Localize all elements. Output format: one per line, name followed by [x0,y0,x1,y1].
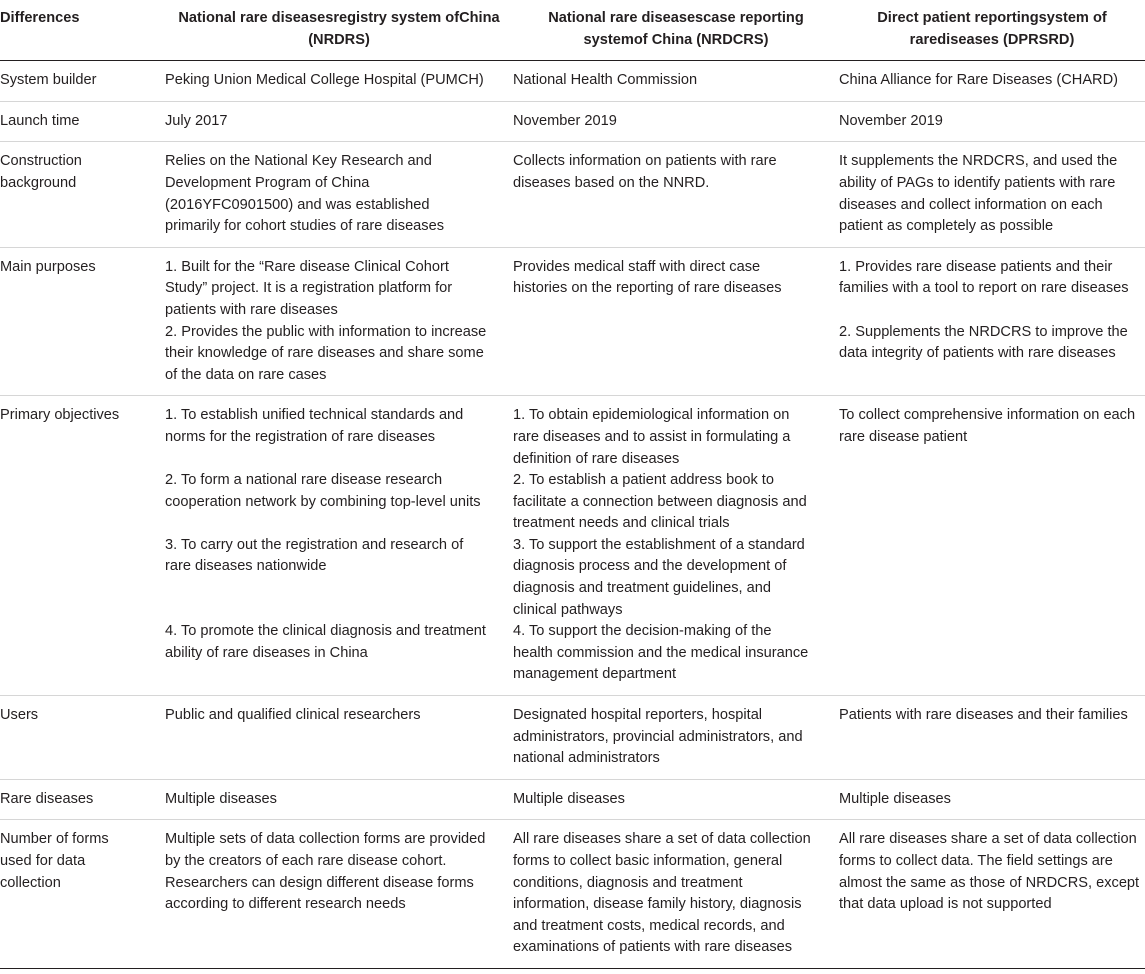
cell-text-line: November 2019 [839,112,943,129]
cell-text-line: forms to collect data. The field settings are [839,853,1113,869]
row-label-line: Users [0,707,39,724]
cell-text-line: that data upload is not supported [839,896,1052,913]
cell-text-line: 1. Built for the “Rare disease Clinical Cohort [165,258,449,275]
header-text-line: diseases (DPRSRD) [937,31,1075,48]
cell-nrdrs [165,142,513,247]
table-row [0,101,1145,142]
cell-text-line: by the creators of each rare disease cohort. [165,853,447,869]
cell-nrdcrs [513,779,839,820]
cell-text-line: clinical pathways [513,601,623,618]
cell-nrdrs [165,101,513,142]
cell-text-line: (2016YFC0901500) and was established [165,196,430,213]
cell-dprsrd [839,61,1145,102]
row-label-line: collection [0,874,61,891]
cell-text-line: ability of rare diseases in China [165,644,368,661]
cell-dprsrd [839,247,1145,396]
cell-nrdcrs [513,61,839,102]
cell-text-line: cooperation network by combining top-level units [165,493,481,510]
cell-text-line: 4. To support the decision-making of the [513,623,772,640]
cell-nrdrs [165,696,513,780]
cell-text-line: norms for the registration of rare diseases [165,428,436,445]
cell-text-line: Multiple diseases [513,790,625,807]
cell-text-line: ability of PAGs to identify patients with rare [839,174,1116,191]
cell-text-line: of the data on rare cases [165,366,327,383]
header-text-line: system of rare [909,10,1107,48]
cell-text-line: Multiple diseases [839,790,951,807]
row-label [0,396,165,696]
cell-text-line: rare diseases and to assist in formulating a [513,428,791,445]
row-label-line: Rare diseases [0,790,94,807]
cell-nrdrs [165,61,513,102]
cell-nrdcrs [513,101,839,142]
cell-text-line: 2. Provides the public with information to increase [165,323,487,340]
cell-dprsrd [839,696,1145,780]
cell-text-line: diseases and collect information on each [839,196,1103,213]
cell-nrdcrs [513,820,839,969]
cell-text-line: 1. To establish unified technical standards and [165,407,464,424]
row-label [0,779,165,820]
line-gap [165,600,509,622]
cell-text-line: according to different research needs [165,896,406,913]
row-label [0,820,165,969]
cell-text-line: almost the same as those of NRDCRS, except [839,874,1140,891]
header-differences [0,0,165,61]
table-row [0,142,1145,247]
cell-text-line: treatment needs and clinical trials [513,515,730,532]
row-label-line: Primary objectives [0,407,120,424]
cell-text-line: facilitate a connection between diagnosis and [513,493,807,510]
cell-text-line: rare disease patient [839,428,968,445]
cell-text-line: Study” project. It is a registration platform for [165,280,453,297]
cell-text-line: All rare diseases share a set of data collection [513,831,811,848]
table-row [0,779,1145,820]
cell-nrdrs [165,820,513,969]
cell-text-line: diagnosis process and the development of [513,558,787,575]
table-row [0,61,1145,102]
cell-text-line: 1. To obtain epidemiological information on [513,407,790,424]
table-row [0,396,1145,696]
cell-text-line: Multiple sets of data collection forms are provided [165,831,486,848]
cell-text-line: Researchers can design different disease forms [165,874,474,891]
cell-text-line: examinations of patients with rare diseases [513,939,793,956]
cell-text-line: 2. To establish a patient address book to [513,472,774,489]
header-text-line: National rare diseases [178,10,334,26]
row-label [0,696,165,780]
cell-text-line: patient as completely as possible [839,218,1054,235]
table-row [0,820,1145,969]
line-gap [839,300,1141,322]
cell-text-line: National Health Commission [513,72,698,89]
header-text-line: Direct patient reporting [877,10,1039,26]
header-text-line: registry system of [333,10,460,26]
cell-dprsrd [839,779,1145,820]
cell-text-line: diseases based on the NNRD. [513,174,710,191]
cell-text-line: definition of rare diseases [513,450,680,467]
header-text-line: case reporting system [583,10,804,48]
line-gap [165,449,509,471]
cell-dprsrd [839,101,1145,142]
header-nrdcrs [513,0,839,61]
row-label-line: Number of forms [0,831,109,848]
header-dprsrd [839,0,1145,61]
cell-text-line: national administrators [513,750,660,767]
cell-text-line: patients with rare diseases [165,301,338,318]
cell-text-line: Patients with rare diseases and their families [839,707,1128,724]
cell-text-line: Public and qualified clinical researchers [165,707,421,724]
cell-text-line: Provides medical staff with direct case [513,258,761,275]
header-nrdrs [165,0,513,61]
row-label-line: used for data [0,853,86,869]
cell-dprsrd [839,142,1145,247]
cell-text-line: information, disease family history, diagnosis [513,896,802,913]
cell-text-line: To collect comprehensive information on each [839,407,1136,424]
cell-text-line: primarily for cohort studies of rare diseases [165,218,445,235]
cell-nrdcrs [513,396,839,696]
cell-nrdcrs [513,696,839,780]
cell-text-line: All rare diseases share a set of data collection [839,831,1137,848]
cell-text-line: conditions, diagnosis and treatment [513,874,743,891]
cell-text-line: histories on the reporting of rare diseases [513,280,782,297]
cell-text-line: 3. To support the establishment of a standard [513,536,805,553]
cell-text-line: It supplements the NRDCRS, and used the [839,153,1118,170]
cell-text-line: administrators, provincial administrators, and [513,728,803,745]
cell-text-line: China Alliance for Rare Diseases (CHARD) [839,72,1118,89]
cell-text-line: management department [513,666,677,683]
row-label [0,142,165,247]
cell-text-line: their knowledge of rare diseases and share some [165,345,484,362]
cell-text-line: Designated hospital reporters, hospital [513,707,763,724]
row-label [0,247,165,396]
cell-text-line: data integrity of patients with rare diseases [839,345,1116,362]
cell-text-line: Peking Union Medical College Hospital (PUMCH) [165,72,484,89]
cell-text-line: Multiple diseases [165,790,277,807]
header-text-line: China (NRDRS) [308,10,500,48]
cell-nrdrs [165,779,513,820]
row-label-line: System builder [0,72,97,89]
table-row [0,696,1145,780]
cell-text-line: diagnosis and treatment guidelines, and [513,580,771,597]
row-label-line: Launch time [0,112,80,129]
row-label-line: background [0,174,77,191]
cell-text-line: rare diseases nationwide [165,558,327,575]
cell-text-line: Development Program of China [165,174,370,191]
cell-text-line: July 2017 [165,112,228,129]
table-body [0,61,1145,969]
cell-text-line: Collects information on patients with rare [513,153,777,170]
header-text-line: Differences [0,10,80,26]
header-row [0,0,1145,61]
cell-text-line: Relies on the National Key Research and [165,153,432,170]
cell-text-line: forms to collect basic information, general [513,853,783,869]
header-text-line: of China (NRDCRS) [633,31,769,48]
row-label-line: Construction [0,153,82,170]
cell-dprsrd [839,820,1145,969]
cell-text-line: 2. Supplements the NRDCRS to improve the [839,323,1128,340]
cell-nrdcrs [513,142,839,247]
cell-nrdrs [165,247,513,396]
cell-nrdcrs [513,247,839,396]
line-gap [165,578,509,600]
cell-dprsrd [839,396,1145,696]
cell-text-line: 4. To promote the clinical diagnosis and treatment [165,623,486,640]
cell-text-line: November 2019 [513,112,617,129]
cell-text-line: health commission and the medical insurance [513,644,809,661]
row-label [0,101,165,142]
cell-text-line: 1. Provides rare disease patients and their [839,258,1113,275]
cell-text-line: 2. To form a national rare disease research [165,472,443,489]
cell-text-line: families with a tool to report on rare diseases [839,280,1129,297]
header-text-line: National rare diseases [548,10,704,26]
table-row [0,247,1145,396]
row-label [0,61,165,102]
cell-nrdrs [165,396,513,696]
line-gap [165,513,509,535]
row-label-line: Main purposes [0,258,96,275]
cell-text-line: and treatment costs, medical records, and [513,917,785,934]
cell-text-line: 3. To carry out the registration and research of [165,536,464,553]
